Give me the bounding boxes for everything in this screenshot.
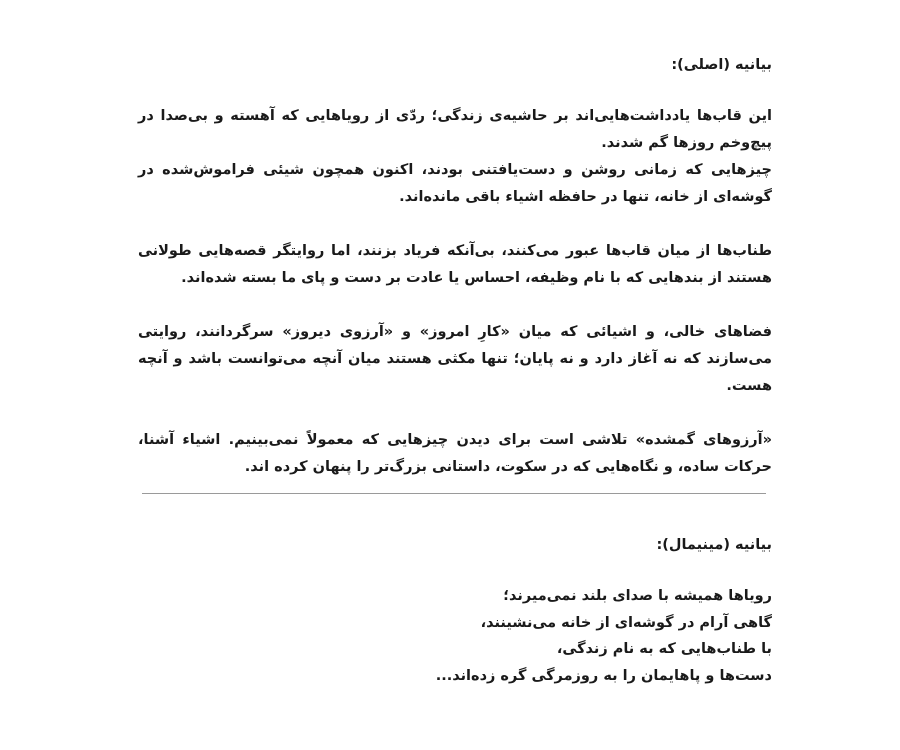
statement-paragraph: طناب‌ها از میان قاب‌ها عبور می‌کنند، بی‌آنکه فریاد بزنند، اما روایتگر قصه‌هایی طولانی هستند از بندهایی که با نام وظیفه، احساس یا عادت بر دست و پای ما بسته شده‌اند. bbox=[138, 243, 772, 286]
section-divider bbox=[142, 493, 766, 494]
poem-line: با طناب‌هایی که به نام زندگی، bbox=[556, 641, 772, 657]
statement-minimal-heading: بیانیه (مینیمال): bbox=[656, 537, 772, 553]
statement-paragraph: این قاب‌ها یادداشت‌هایی‌اند بر حاشیه‌ی زندگی؛ ردّی از رویاهایی که آهسته و بی‌صدا در پیچ‌وخم روزها گم شدند. bbox=[138, 108, 772, 151]
statement-main-heading: بیانیه (اصلی): bbox=[671, 57, 772, 73]
statement-paragraph: چیزهایی که زمانی روشن و دست‌یافتنی بودند، اکنون همچون شیئی فراموش‌شده در گوشه‌ای از خانه، تنها در حافظه اشیاء باقی مانده‌اند. bbox=[138, 162, 772, 205]
statement-minimal bbox=[138, 532, 772, 689]
statement-paragraph: فضاهای خالی، و اشیائی که میان «کارِ امروز» و «آرزوی دیروز» سرگردانند، روایتی می‌سازند که نه آغاز دارد و نه پایان؛ تنها مکثی هستند میان آنچه می‌توانست باشد و آنچه هست. bbox=[138, 324, 772, 394]
poem-line: رویاها همیشه با صدای بلند نمی‌میرند؛ bbox=[503, 588, 772, 604]
poem-line: دست‌ها و پاهایمان را به روزمرگی گره زده‌اند... bbox=[435, 667, 772, 684]
statement-paragraph: «آرزوهای گمشده» تلاشی است برای دیدن چیزهایی که معمولاً نمی‌بینیم. اشیاء آشنا، حرکات ساده، و نگاه‌هایی که در سکوت، داستانی بزرگ‌تر را پنهان کرده اند. bbox=[138, 432, 772, 475]
poem-line: گاهی آرام در گوشه‌ای از خانه می‌نشینند، bbox=[480, 614, 772, 631]
statement-main bbox=[138, 52, 772, 481]
